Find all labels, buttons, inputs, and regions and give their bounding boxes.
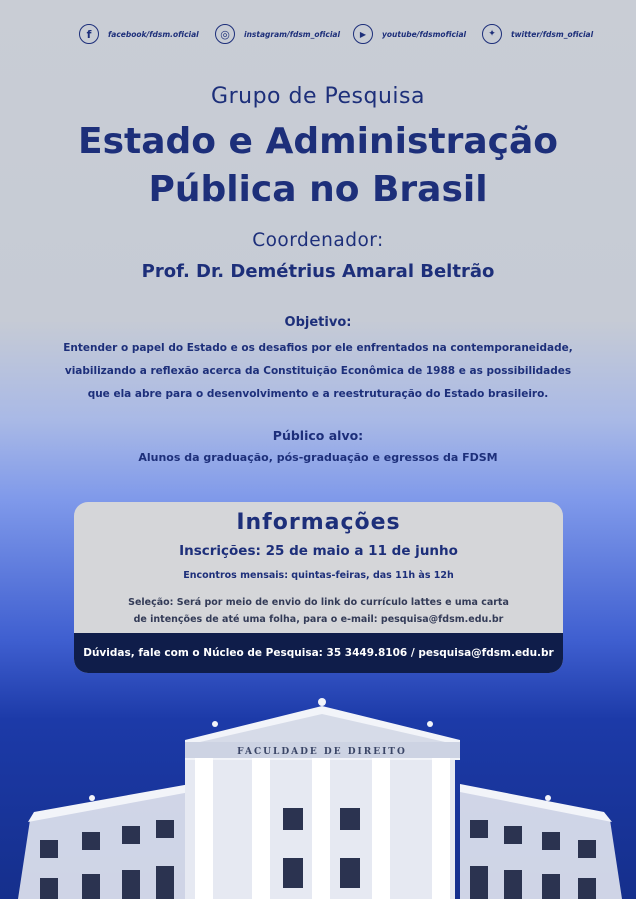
column: [252, 758, 270, 899]
meeting-schedule: Encontros mensais: quintas-feiras, das 11h às 12h: [183, 570, 454, 581]
social-handle: facebook/fdsm.oficial: [108, 29, 199, 39]
social-bar: [0, 22, 636, 48]
social-handle: instagram/fdsm_oficial: [244, 29, 341, 39]
title-line-1: Estado e Administração: [77, 121, 558, 162]
window: [283, 808, 303, 830]
instagram-icon: ◎: [215, 24, 235, 44]
window: [470, 820, 488, 838]
social-twitter[interactable]: [482, 22, 593, 46]
selection-line-1: Seleção: Será por meio de envio do link do currículo lattes e uma carta: [128, 597, 509, 608]
window: [340, 808, 360, 830]
roof-ornament: [89, 795, 95, 801]
registration-dates: Inscrições: 25 de maio a 11 de junho: [179, 543, 458, 559]
roof-ornament: [318, 698, 326, 706]
building-illustration: [0, 690, 636, 899]
window: [122, 826, 140, 844]
window: [156, 820, 174, 838]
info-box: [74, 502, 563, 673]
objective-text: [0, 337, 636, 406]
column: [195, 758, 213, 899]
window: [82, 832, 100, 850]
window: [542, 874, 560, 899]
youtube-icon: ▶: [353, 24, 373, 44]
objective-line-1: Entender o papel do Estado e os desafios por ele enfrentados na contemporaneidade,: [63, 342, 573, 354]
window: [504, 870, 522, 899]
window: [470, 866, 488, 899]
window: [578, 878, 596, 899]
window: [156, 866, 174, 899]
facade-text: FACULDADE DE DIREITO: [237, 747, 407, 757]
social-facebook[interactable]: [79, 22, 199, 46]
info-heading: Informações: [236, 510, 401, 535]
window: [122, 870, 140, 899]
objective-line-2: viabilizando a reflexão acerca da Constituição Econômica de 1988 e as possibilidades: [64, 365, 572, 377]
window: [82, 874, 100, 899]
objective-line-3: que ela abre para o desenvolvimento e a reestruturação do Estado brasileiro.: [87, 388, 549, 400]
contact-bar: [74, 633, 563, 673]
window: [40, 840, 58, 858]
window: [340, 858, 360, 888]
roof-ornament: [212, 721, 218, 727]
coordinator-name: Prof. Dr. Demétrius Amaral Beltrão: [141, 261, 495, 282]
window: [283, 858, 303, 888]
title-line-2: Pública no Brasil: [148, 169, 488, 210]
social-youtube[interactable]: [353, 22, 466, 46]
window: [504, 826, 522, 844]
column: [372, 758, 390, 899]
window: [578, 840, 596, 858]
window: [542, 832, 560, 850]
audience-text: Alunos da graduação, pós-graduação e egressos da FDSM: [138, 451, 498, 464]
selection-text: [74, 594, 563, 628]
roof-ornament: [545, 795, 551, 801]
coordinator-label: Coordenador:: [252, 230, 384, 251]
social-handle: twitter/fdsm_oficial: [511, 29, 594, 39]
group-label: Grupo de Pesquisa: [211, 84, 425, 109]
column: [432, 758, 450, 899]
social-handle: youtube/fdsmoficial: [382, 29, 467, 39]
column: [312, 758, 330, 899]
social-instagram[interactable]: [215, 22, 340, 46]
twitter-icon: ✦: [482, 24, 502, 44]
roof-ornament: [427, 721, 433, 727]
selection-line-2: de intenções de até uma folha, para o e-mail: pesquisa@fdsm.edu.br: [133, 614, 504, 625]
objective-heading: Objetivo:: [284, 315, 352, 330]
contact-text: Dúvidas, fale com o Núcleo de Pesquisa: 35 3449.8106 / pesquisa@fdsm.edu.br: [83, 647, 554, 659]
facebook-icon: f: [79, 24, 99, 44]
page-title: [0, 118, 636, 214]
window: [40, 878, 58, 899]
audience-heading: Público alvo:: [272, 428, 364, 443]
